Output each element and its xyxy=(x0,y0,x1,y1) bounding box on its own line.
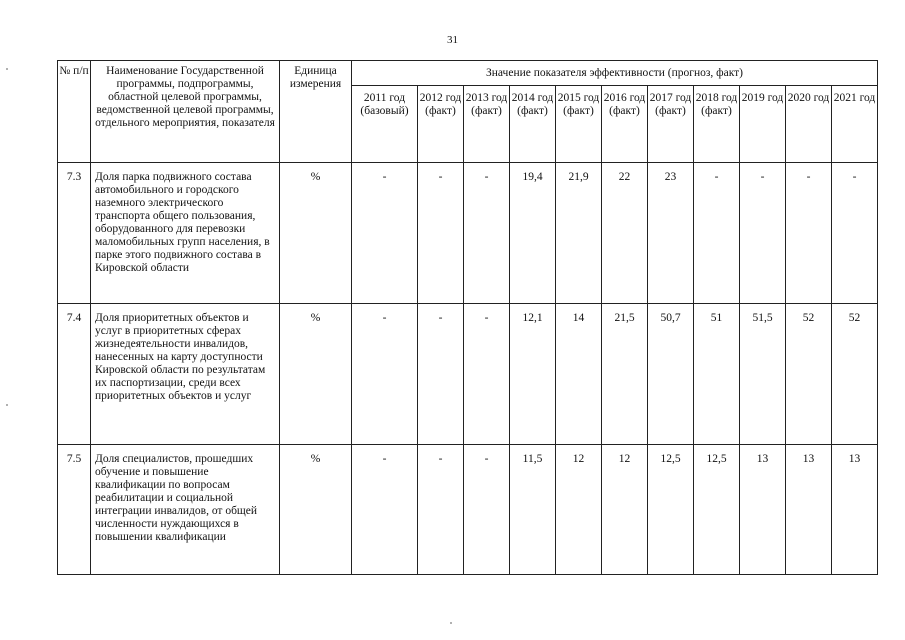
value-cell: 12,5 xyxy=(648,445,694,575)
header-num: № п/п xyxy=(58,61,91,163)
value-cell: - xyxy=(418,304,464,445)
indicator-name: Доля парка подвижного состава автомобильного и городского наземного электрического транспорта общего пользования, оборудованного для перевозки маломобильных групп населения, в парке этого подвижного состава в Кировской области xyxy=(91,163,280,304)
value-cell: 52 xyxy=(786,304,832,445)
header-year: 2018 год (факт) xyxy=(694,86,740,163)
value-cell: 12 xyxy=(602,445,648,575)
value-cell: - xyxy=(786,163,832,304)
value-cell: 13 xyxy=(832,445,878,575)
value-cell: 22 xyxy=(602,163,648,304)
header-year: 2017 год (факт) xyxy=(648,86,694,163)
scan-speck xyxy=(450,622,452,624)
scan-speck xyxy=(6,404,8,406)
value-cell: 51 xyxy=(694,304,740,445)
value-cell: - xyxy=(352,445,418,575)
header-year: 2021 год xyxy=(832,86,878,163)
header-year: 2015 год (факт) xyxy=(556,86,602,163)
value-cell: - xyxy=(418,445,464,575)
value-cell: 13 xyxy=(740,445,786,575)
table-row xyxy=(58,445,878,575)
row-number: 7.4 xyxy=(58,304,91,445)
header-year: 2013 год (факт) xyxy=(464,86,510,163)
unit-cell: % xyxy=(280,163,352,304)
header-year: 2011 год (базовый) xyxy=(352,86,418,163)
value-cell: 12,1 xyxy=(510,304,556,445)
header-year: 2019 год xyxy=(740,86,786,163)
unit-cell: % xyxy=(280,445,352,575)
value-cell: - xyxy=(464,445,510,575)
value-cell: 11,5 xyxy=(510,445,556,575)
value-cell: - xyxy=(464,304,510,445)
value-cell: 14 xyxy=(556,304,602,445)
table-header xyxy=(58,61,878,163)
table-row xyxy=(58,304,878,445)
scan-speck xyxy=(6,68,8,70)
value-cell: 50,7 xyxy=(648,304,694,445)
value-cell: - xyxy=(694,163,740,304)
value-cell: 12,5 xyxy=(694,445,740,575)
value-cell: 51,5 xyxy=(740,304,786,445)
value-cell: - xyxy=(418,163,464,304)
header-values-group: Значение показателя эффективности (прогноз, факт) xyxy=(352,61,878,86)
value-cell: - xyxy=(740,163,786,304)
value-cell: 19,4 xyxy=(510,163,556,304)
value-cell: 13 xyxy=(786,445,832,575)
value-cell: 52 xyxy=(832,304,878,445)
unit-cell: % xyxy=(280,304,352,445)
value-cell: - xyxy=(352,304,418,445)
indicator-table xyxy=(57,60,878,575)
value-cell: 12 xyxy=(556,445,602,575)
header-unit: Единица измерения xyxy=(280,61,352,163)
table-body xyxy=(58,163,878,575)
indicator-name: Доля приоритетных объектов и услуг в приоритетных сферах жизнедеятельности инвалидов, нанесенных на карту доступности Кировской области по результатам их паспортизации, среди всех приоритетных объектов и услуг xyxy=(91,304,280,445)
value-cell: 23 xyxy=(648,163,694,304)
value-cell: 21,5 xyxy=(602,304,648,445)
header-year: 2016 год (факт) xyxy=(602,86,648,163)
header-year: 2020 год xyxy=(786,86,832,163)
value-cell: 21,9 xyxy=(556,163,602,304)
value-cell: - xyxy=(464,163,510,304)
header-year: 2012 год (факт) xyxy=(418,86,464,163)
value-cell: - xyxy=(832,163,878,304)
header-name: Наименование Государственной программы, подпрограммы, областной целевой программы, ведомственной целевой программы, отдельного мероприятия, показателя xyxy=(91,61,280,163)
row-number: 7.5 xyxy=(58,445,91,575)
value-cell: - xyxy=(352,163,418,304)
page-number: 31 xyxy=(447,34,458,46)
header-year: 2014 год (факт) xyxy=(510,86,556,163)
indicator-name: Доля специалистов, прошедших обучение и повышение квалификации по вопросам реабилитации и социальной интеграции инвалидов, от общей численности нуждающихся в повышении квалификации xyxy=(91,445,280,575)
row-number: 7.3 xyxy=(58,163,91,304)
table-row xyxy=(58,163,878,304)
